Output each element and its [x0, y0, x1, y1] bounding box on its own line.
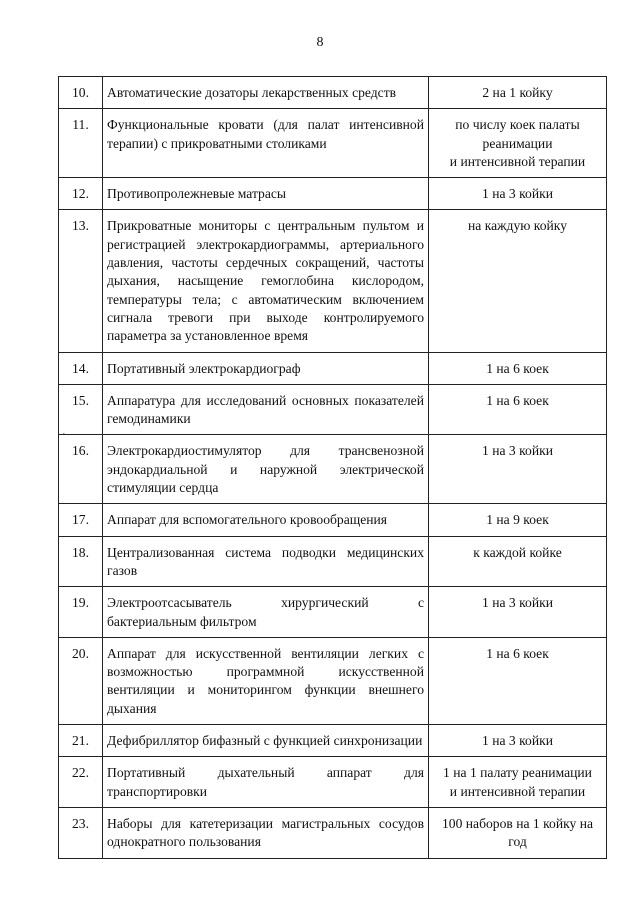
- row-number: 22.: [59, 757, 103, 808]
- table-row: [59, 384, 607, 435]
- table-row: [59, 504, 607, 536]
- equipment-quantity: по числу коек палаты реанимации и интенсивной терапии: [429, 109, 607, 178]
- equipment-name: Портативный электрокардиограф: [103, 352, 429, 384]
- table-row: [59, 178, 607, 210]
- table-row: [59, 637, 607, 724]
- row-number: 19.: [59, 587, 103, 638]
- row-number: 12.: [59, 178, 103, 210]
- equipment-quantity: к каждой койке: [429, 536, 607, 587]
- table-row: [59, 587, 607, 638]
- equipment-name: Централизованная система подводки медицинских газов: [103, 536, 429, 587]
- table-row: [59, 210, 607, 352]
- equipment-quantity: 1 на 3 койки: [429, 435, 607, 504]
- row-number: 14.: [59, 352, 103, 384]
- equipment-quantity: на каждую койку: [429, 210, 607, 352]
- equipment-quantity: 1 на 3 койки: [429, 725, 607, 757]
- row-number: 20.: [59, 637, 103, 724]
- scan-mark: ·: [62, 428, 66, 440]
- row-number: 15.: [59, 384, 103, 435]
- equipment-quantity: 1 на 6 коек: [429, 352, 607, 384]
- equipment-table: [58, 76, 607, 859]
- row-number: 23.: [59, 807, 103, 858]
- equipment-quantity: 2 на 1 койку: [429, 77, 607, 109]
- row-number: 16.: [59, 435, 103, 504]
- equipment-quantity: 1 на 1 палату реанимации и интенсивной терапии: [429, 757, 607, 808]
- equipment-name: Портативный дыхательный аппарат для транспортировки: [103, 757, 429, 808]
- table-row: [59, 352, 607, 384]
- equipment-name: Прикроватные мониторы с центральным пультом и регистрацией электрокардиограммы, артериального давления, частоты сердечных сокращений, частоты дыхания, насыщение гемоглобина кислородом, температуры тела; с автоматическим включением сигнала тревоги при выходе контролируемого параметра за установленное время: [103, 210, 429, 352]
- equipment-name: Наборы для катетеризации магистральных сосудов однократного пользования: [103, 807, 429, 858]
- table-row: [59, 757, 607, 808]
- equipment-quantity: 1 на 9 коек: [429, 504, 607, 536]
- table-row: [59, 77, 607, 109]
- table-row: [59, 536, 607, 587]
- equipment-quantity: 100 наборов на 1 койку на год: [429, 807, 607, 858]
- equipment-quantity: 1 на 3 койки: [429, 178, 607, 210]
- row-number: 21.: [59, 725, 103, 757]
- row-number: 18.: [59, 536, 103, 587]
- equipment-table-body: [59, 77, 607, 859]
- equipment-quantity: 1 на 3 койки: [429, 587, 607, 638]
- equipment-name: Противопролежневые матрасы: [103, 178, 429, 210]
- equipment-quantity: 1 на 6 коек: [429, 384, 607, 435]
- equipment-name: Дефибриллятор бифазный с функцией синхронизации: [103, 725, 429, 757]
- equipment-name: Автоматические дозаторы лекарственных средств: [103, 77, 429, 109]
- table-row: [59, 807, 607, 858]
- equipment-name: Аппарат для искусственной вентиляции легких с возможностью программной искусственной вентиляции и мониторингом функции внешнего дыхания: [103, 637, 429, 724]
- table-row: [59, 109, 607, 178]
- page-number: 8: [316, 35, 324, 50]
- equipment-quantity: 1 на 6 коек: [429, 637, 607, 724]
- equipment-name: Аппарат для вспомогательного кровообращения: [103, 504, 429, 536]
- equipment-name: Электрокардиостимулятор для трансвенозной эндокардиальной и наружной электрической стимуляции сердца: [103, 435, 429, 504]
- table-row: [59, 435, 607, 504]
- equipment-name: Электроотсасыватель хирургический с бактериальным фильтром: [103, 587, 429, 638]
- row-number: 13.: [59, 210, 103, 352]
- table-row: [59, 725, 607, 757]
- equipment-name: Аппаратура для исследований основных показателей гемодинамики: [103, 384, 429, 435]
- equipment-name: Функциональные кровати (для палат интенсивной терапии) с прикроватными столиками: [103, 109, 429, 178]
- row-number: 17.: [59, 504, 103, 536]
- row-number: 11.: [59, 109, 103, 178]
- row-number: 10.: [59, 77, 103, 109]
